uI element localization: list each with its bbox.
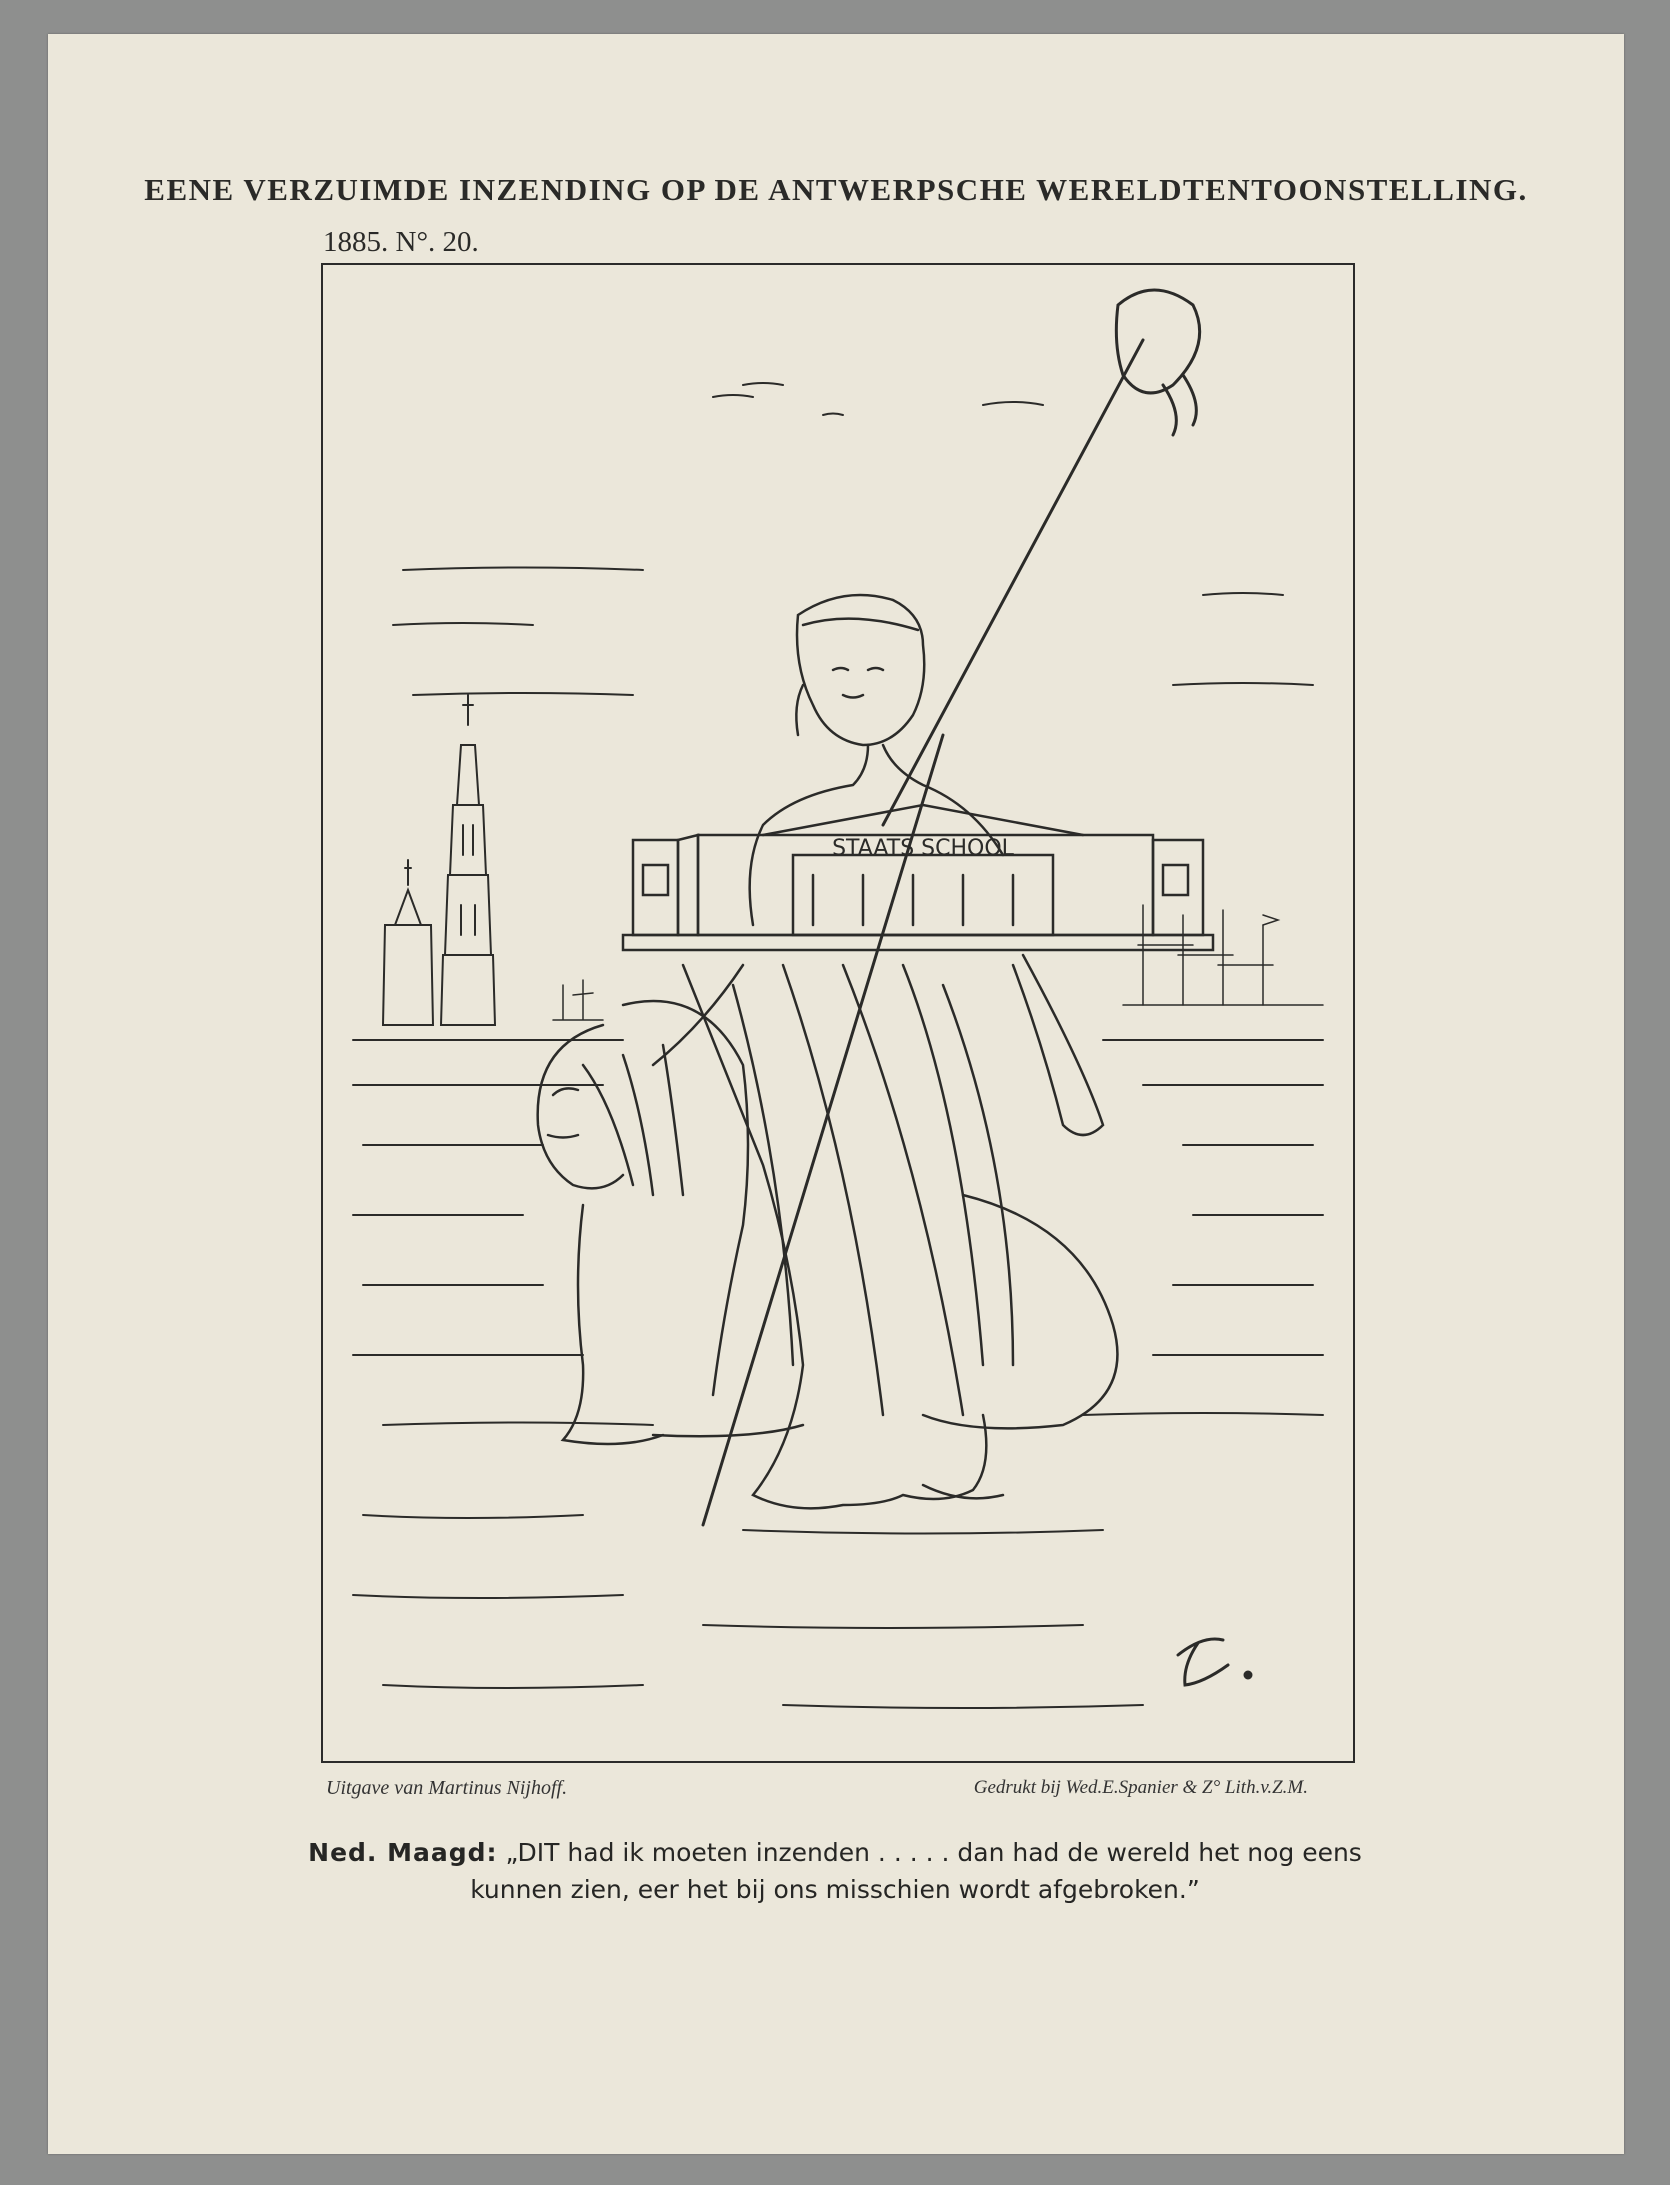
publisher-credit: Uitgave van Martinus Nijhoff. <box>326 1777 568 1799</box>
lion-figure <box>538 1001 1118 1444</box>
church-tower <box>383 860 433 1025</box>
caption-text-1: „DIT had ik moeten inzenden . . . . . dan had de wereld het nog eens <box>505 1838 1362 1867</box>
school-building-model <box>623 805 1213 950</box>
maiden-figure <box>653 595 1103 1508</box>
caption <box>205 1834 1465 1908</box>
building-sign: STAATS SCHOOL <box>832 836 1014 861</box>
issue-number: 1885. N°. 20. <box>323 226 479 258</box>
water-lines <box>353 1040 1323 1708</box>
print-title: EENE VERZUIMDE INZENDING OP DE ANTWERPSCHE WERELDTENTOONSTELLING. <box>144 172 1528 207</box>
staff-with-hat <box>703 290 1200 1525</box>
printer-credit: Gedrukt bij Wed.E.Spanier & Z° Lith.v.Z.M. <box>973 1777 1308 1798</box>
caption-line-1 <box>205 1834 1465 1871</box>
caption-speaker: Ned. Maagd: <box>308 1838 498 1867</box>
cathedral-spire <box>441 695 495 1025</box>
illustration-frame <box>321 263 1355 1763</box>
artist-monogram <box>1178 1639 1251 1685</box>
caption-line-2: kunnen zien, eer het bij ons misschien wordt afgebroken.” <box>470 1875 1200 1904</box>
print-sheet <box>48 34 1624 2154</box>
lithograph-illustration <box>323 265 1353 1761</box>
